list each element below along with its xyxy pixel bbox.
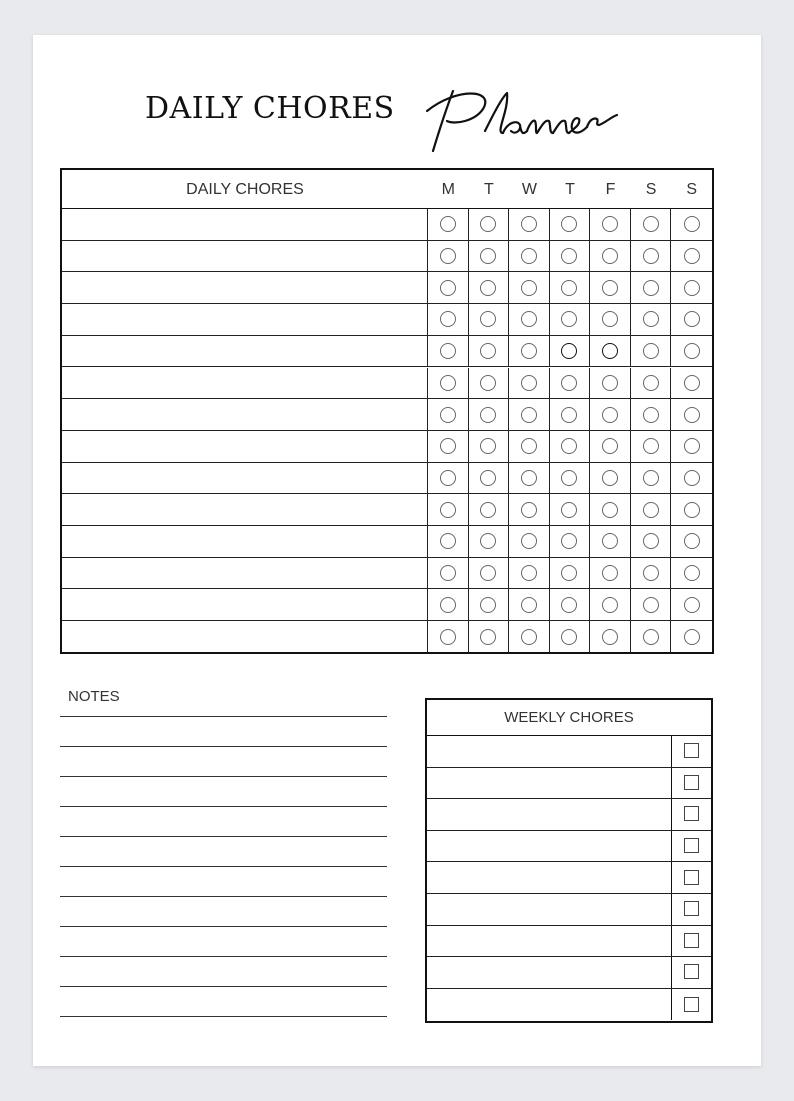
weekly-row (427, 831, 711, 863)
day-cell (469, 494, 510, 525)
weekly-chores-table (425, 698, 713, 1023)
weekly-chore-entry-line[interactable] (427, 989, 672, 1021)
day-cell (509, 241, 550, 272)
checkbox-circle[interactable] (561, 375, 577, 391)
checkbox-circle[interactable] (643, 533, 659, 549)
weekly-chore-entry-line[interactable] (427, 862, 672, 893)
note-line[interactable] (60, 1016, 387, 1017)
checkbox-circle[interactable] (643, 343, 659, 359)
day-cell (469, 336, 510, 367)
weekly-row (427, 989, 711, 1021)
checkbox-circle[interactable] (643, 629, 659, 645)
checkbox-circle[interactable] (440, 311, 456, 327)
day-cell (671, 431, 712, 462)
chore-entry-line[interactable] (62, 526, 428, 557)
day-cell (509, 526, 550, 557)
checkbox-circle[interactable] (480, 407, 496, 423)
checkbox-circle[interactable] (480, 565, 496, 581)
table-row (62, 431, 712, 463)
day-cell (550, 589, 591, 620)
day-cell (590, 463, 631, 494)
checkbox-circle[interactable] (602, 311, 618, 327)
checkbox-circle[interactable] (561, 533, 577, 549)
checkbox-circle[interactable] (440, 533, 456, 549)
day-cell (550, 304, 591, 335)
table-row (62, 526, 712, 558)
checkbox-circle[interactable] (684, 502, 700, 518)
day-cell (509, 494, 550, 525)
table-row (62, 336, 712, 368)
note-line[interactable] (60, 926, 387, 927)
checkbox-circle[interactable] (521, 407, 537, 423)
checkbox-circle[interactable] (480, 311, 496, 327)
checkbox-circle[interactable] (521, 438, 537, 454)
weekly-chores-header: WEEKLY CHORES (427, 700, 711, 736)
weekly-chore-entry-line[interactable] (427, 894, 672, 925)
chore-entry-line[interactable] (62, 336, 428, 367)
note-line[interactable] (60, 746, 387, 747)
day-cell (469, 368, 510, 399)
checkbox-circle[interactable] (480, 629, 496, 645)
checkbox-circle[interactable] (684, 216, 700, 232)
checkbox-square[interactable] (684, 997, 699, 1012)
day-cell (469, 621, 510, 653)
day-cell (631, 463, 672, 494)
day-cell (590, 209, 631, 240)
checkbox-circle[interactable] (602, 565, 618, 581)
day-cell (590, 272, 631, 303)
day-cell (428, 494, 469, 525)
day-cell (428, 526, 469, 557)
checkbox-circle[interactable] (521, 565, 537, 581)
day-cell (671, 494, 712, 525)
chore-entry-line[interactable] (62, 463, 428, 494)
day-cell (469, 272, 510, 303)
checkbox-circle[interactable] (480, 597, 496, 613)
day-cell (631, 558, 672, 589)
day-cell (428, 368, 469, 399)
checkbox-circle[interactable] (561, 565, 577, 581)
day-cell (671, 463, 712, 494)
note-line[interactable] (60, 986, 387, 987)
checkbox-circle[interactable] (561, 629, 577, 645)
checkbox-circle[interactable] (521, 629, 537, 645)
checkbox-circle[interactable] (440, 280, 456, 296)
checkbox-circle[interactable] (643, 216, 659, 232)
day-cell (509, 272, 550, 303)
day-cell (469, 526, 510, 557)
checkbox-circle[interactable] (643, 311, 659, 327)
day-cell (590, 558, 631, 589)
day-cell (509, 431, 550, 462)
checkbox-circle[interactable] (480, 343, 496, 359)
checkbox-circle[interactable] (684, 248, 700, 264)
checkbox-circle[interactable] (602, 407, 618, 423)
table-row (62, 304, 712, 336)
day-cell (590, 621, 631, 653)
checkbox-circle[interactable] (602, 216, 618, 232)
day-cell (428, 589, 469, 620)
checkbox-circle[interactable] (561, 438, 577, 454)
day-cell (631, 336, 672, 367)
checkbox-square[interactable] (684, 964, 699, 979)
day-cell (631, 431, 672, 462)
day-header: M (441, 181, 455, 198)
day-cell (509, 589, 550, 620)
day-header: T (565, 181, 575, 198)
checkbox-circle[interactable] (480, 280, 496, 296)
checkbox-circle[interactable] (561, 502, 577, 518)
chore-entry-line[interactable] (62, 494, 428, 525)
day-cell (509, 336, 550, 367)
chore-entry-line[interactable] (62, 241, 428, 272)
daily-rows (62, 209, 712, 652)
table-row (62, 621, 712, 653)
checkbox-circle[interactable] (602, 280, 618, 296)
checkbox-circle[interactable] (440, 629, 456, 645)
day-cell (509, 463, 550, 494)
weekly-row (427, 957, 711, 989)
checkbox-circle[interactable] (440, 216, 456, 232)
day-cell (550, 621, 591, 653)
day-cell (631, 589, 672, 620)
checkbox-circle[interactable] (561, 343, 577, 359)
checkbox-circle[interactable] (521, 597, 537, 613)
checkbox-circle[interactable] (521, 470, 537, 486)
note-line[interactable] (60, 896, 387, 897)
day-cell (428, 399, 469, 430)
day-cell (590, 399, 631, 430)
day-cell (550, 431, 591, 462)
planner-sheet (33, 35, 761, 1066)
table-row (62, 589, 712, 621)
day-cell (671, 589, 712, 620)
day-cell (550, 272, 591, 303)
day-cell (631, 621, 672, 653)
day-cell (428, 431, 469, 462)
weekly-chore-entry-line[interactable] (427, 957, 672, 988)
checkbox-circle[interactable] (480, 216, 496, 232)
day-header: F (605, 181, 616, 198)
checkbox-circle[interactable] (602, 438, 618, 454)
day-cell (671, 336, 712, 367)
day-cell (550, 209, 591, 240)
checkbox-circle[interactable] (440, 597, 456, 613)
notes-label: NOTES (68, 688, 120, 705)
chore-entry-line[interactable] (62, 589, 428, 620)
checkbox-circle[interactable] (602, 502, 618, 518)
checkbox-circle[interactable] (643, 248, 659, 264)
day-cell (631, 304, 672, 335)
day-cell (469, 431, 510, 462)
chore-entry-line[interactable] (62, 304, 428, 335)
day-header: W (521, 181, 537, 198)
day-cell (590, 431, 631, 462)
day-cell (469, 209, 510, 240)
checkbox-circle[interactable] (643, 375, 659, 391)
day-cell (590, 241, 631, 272)
title-main: DAILY CHORES (145, 91, 395, 126)
checkbox-square[interactable] (684, 838, 699, 853)
day-cell (509, 209, 550, 240)
day-cell (590, 304, 631, 335)
day-cell (671, 399, 712, 430)
checkbox-circle[interactable] (480, 533, 496, 549)
checkbox-circle[interactable] (440, 248, 456, 264)
checkbox-circle[interactable] (521, 502, 537, 518)
weekly-rows (427, 736, 711, 1021)
day-cell (469, 304, 510, 335)
day-cell (469, 399, 510, 430)
day-cell (428, 621, 469, 653)
chore-entry-line[interactable] (62, 399, 428, 430)
page-title (145, 87, 625, 157)
day-cell (550, 399, 591, 430)
checkbox-circle[interactable] (521, 248, 537, 264)
checkbox-circle[interactable] (684, 280, 700, 296)
checkbox-circle[interactable] (561, 280, 577, 296)
notes-section (60, 683, 387, 1023)
weekly-row (427, 799, 711, 831)
day-cell (590, 368, 631, 399)
table-row (62, 209, 712, 241)
day-header: S (645, 181, 657, 198)
checkbox-circle[interactable] (643, 438, 659, 454)
checkbox-circle[interactable] (684, 533, 700, 549)
day-cell (631, 494, 672, 525)
checkbox-circle[interactable] (643, 502, 659, 518)
day-cell (550, 336, 591, 367)
checkbox-circle[interactable] (561, 407, 577, 423)
weekly-chore-entry-line[interactable] (427, 831, 672, 862)
checkbox-circle[interactable] (684, 343, 700, 359)
checkbox-circle[interactable] (440, 343, 456, 359)
checkbox-circle[interactable] (440, 407, 456, 423)
checkbox-circle[interactable] (561, 248, 577, 264)
table-row (62, 368, 712, 400)
day-cell (631, 272, 672, 303)
checkbox-circle[interactable] (561, 597, 577, 613)
checkbox-circle[interactable] (480, 375, 496, 391)
checkbox-circle[interactable] (602, 533, 618, 549)
checkbox-circle[interactable] (521, 533, 537, 549)
checkbox-circle[interactable] (440, 470, 456, 486)
checkbox-circle[interactable] (643, 280, 659, 296)
checkbox-circle[interactable] (643, 597, 659, 613)
table-row (62, 399, 712, 431)
daily-chores-table (60, 168, 714, 654)
day-cell (590, 526, 631, 557)
day-cell (671, 241, 712, 272)
checkbox-circle[interactable] (440, 375, 456, 391)
weekly-row (427, 736, 711, 768)
day-cell (428, 336, 469, 367)
table-row (62, 494, 712, 526)
checkbox-circle[interactable] (480, 502, 496, 518)
checkbox-circle[interactable] (643, 565, 659, 581)
checkbox-circle[interactable] (602, 343, 618, 359)
day-cell (631, 526, 672, 557)
checkbox-circle[interactable] (561, 311, 577, 327)
note-line[interactable] (60, 956, 387, 957)
day-cell (550, 494, 591, 525)
day-cell (590, 494, 631, 525)
day-cell (671, 368, 712, 399)
day-cell (671, 558, 712, 589)
checkbox-circle[interactable] (521, 343, 537, 359)
day-cell (590, 336, 631, 367)
chore-entry-line[interactable] (62, 558, 428, 589)
checkbox-circle[interactable] (684, 407, 700, 423)
note-line[interactable] (60, 866, 387, 867)
checkbox-circle[interactable] (602, 597, 618, 613)
checkbox-circle[interactable] (643, 407, 659, 423)
checkbox-circle[interactable] (684, 375, 700, 391)
day-header: T (483, 181, 494, 198)
day-cell (509, 558, 550, 589)
checkbox-circle[interactable] (684, 565, 700, 581)
checkbox-circle[interactable] (684, 470, 700, 486)
checkbox-square[interactable] (684, 933, 699, 948)
checkbox-circle[interactable] (480, 248, 496, 264)
checkbox-circle[interactable] (480, 470, 496, 486)
checkbox-square[interactable] (684, 775, 699, 790)
day-cell (631, 399, 672, 430)
chore-entry-line[interactable] (62, 621, 428, 653)
day-cell (509, 368, 550, 399)
table-row (62, 463, 712, 495)
checkbox-circle[interactable] (684, 629, 700, 645)
day-cell (509, 621, 550, 653)
day-cell (469, 463, 510, 494)
checkbox-circle[interactable] (561, 470, 577, 486)
day-cell (428, 558, 469, 589)
checkbox-circle[interactable] (643, 470, 659, 486)
day-cell (509, 304, 550, 335)
weekly-chore-entry-line[interactable] (427, 768, 672, 799)
note-line[interactable] (60, 716, 387, 717)
day-cell (671, 304, 712, 335)
day-cell (550, 241, 591, 272)
table-row (62, 558, 712, 590)
day-header: S (686, 181, 698, 198)
checkbox-square[interactable] (684, 870, 699, 885)
day-cell (550, 463, 591, 494)
table-row (62, 241, 712, 273)
day-cell (590, 589, 631, 620)
day-cell (428, 304, 469, 335)
day-cell (469, 589, 510, 620)
day-cell (550, 368, 591, 399)
checkbox-circle[interactable] (602, 248, 618, 264)
checkbox-circle[interactable] (602, 470, 618, 486)
table-row (62, 272, 712, 304)
weekly-chore-entry-line[interactable] (427, 926, 672, 957)
checkbox-circle[interactable] (521, 311, 537, 327)
checkbox-circle[interactable] (602, 375, 618, 391)
day-cell (550, 526, 591, 557)
day-cell (671, 209, 712, 240)
title-script-logo (423, 81, 623, 161)
checkbox-circle[interactable] (521, 280, 537, 296)
checkbox-square[interactable] (684, 743, 699, 758)
checkbox-circle[interactable] (684, 597, 700, 613)
day-cell (631, 209, 672, 240)
note-line[interactable] (60, 806, 387, 807)
weekly-chore-entry-line[interactable] (427, 799, 672, 830)
day-cell (469, 558, 510, 589)
note-line[interactable] (60, 776, 387, 777)
checkbox-circle[interactable] (440, 438, 456, 454)
day-cell (671, 621, 712, 653)
day-cell (469, 241, 510, 272)
chore-entry-line[interactable] (62, 431, 428, 462)
weekly-row (427, 862, 711, 894)
checkbox-circle[interactable] (521, 375, 537, 391)
checkbox-circle[interactable] (440, 565, 456, 581)
note-line[interactable] (60, 836, 387, 837)
checkbox-circle[interactable] (684, 311, 700, 327)
checkbox-circle[interactable] (521, 216, 537, 232)
day-cell (428, 463, 469, 494)
day-cell (671, 526, 712, 557)
daily-table-header (62, 170, 712, 209)
day-cell (631, 368, 672, 399)
checkbox-square[interactable] (684, 806, 699, 821)
weekly-row (427, 894, 711, 926)
checkbox-circle[interactable] (561, 216, 577, 232)
day-cell (509, 399, 550, 430)
day-cell (631, 241, 672, 272)
chore-entry-line[interactable] (62, 368, 428, 399)
day-cell (550, 558, 591, 589)
checkbox-circle[interactable] (440, 502, 456, 518)
weekly-chore-entry-line[interactable] (427, 736, 672, 767)
daily-chores-header: DAILY CHORES (186, 181, 304, 198)
chore-entry-line[interactable] (62, 209, 428, 240)
day-cell (428, 272, 469, 303)
checkbox-circle[interactable] (602, 629, 618, 645)
weekly-row (427, 926, 711, 958)
checkbox-circle[interactable] (480, 438, 496, 454)
checkbox-circle[interactable] (684, 438, 700, 454)
day-cell (428, 209, 469, 240)
weekly-row (427, 768, 711, 800)
checkbox-square[interactable] (684, 901, 699, 916)
day-cell (428, 241, 469, 272)
day-cell (671, 272, 712, 303)
chore-entry-line[interactable] (62, 272, 428, 303)
